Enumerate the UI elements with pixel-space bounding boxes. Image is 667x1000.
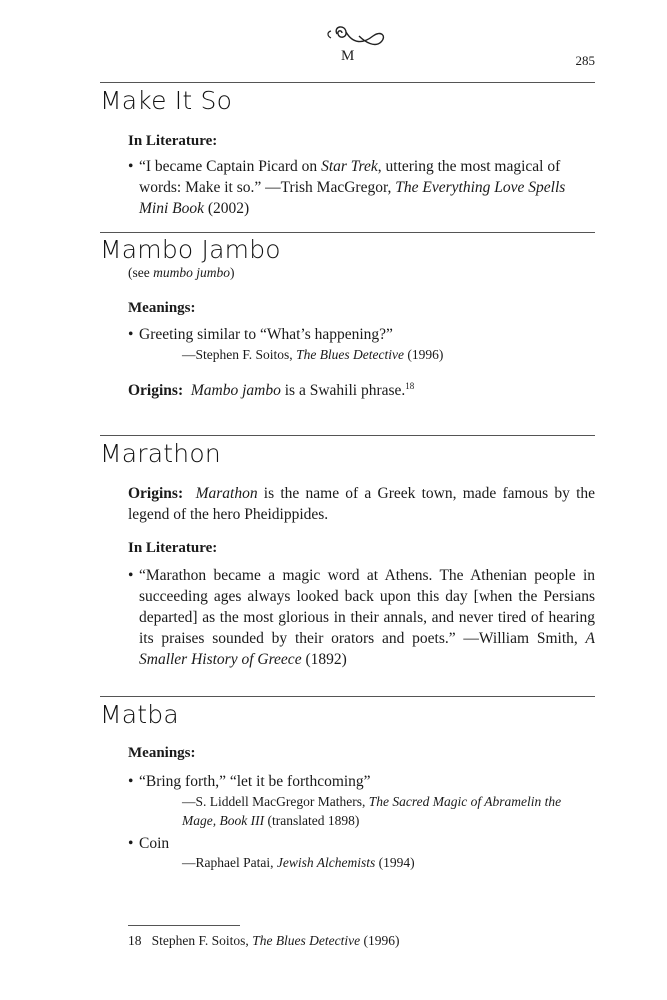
section-divider — [100, 696, 595, 697]
footnote-ref: 18 — [405, 380, 415, 391]
page-number: 285 — [575, 53, 595, 68]
entry-title: Marathon — [100, 439, 221, 468]
section-divider — [100, 435, 595, 436]
citation: —S. Liddell MacGregor Mathers, The Sacred Magic of Abramelin the Mage, Book III (translated 1898) — [182, 794, 562, 828]
list-item — [128, 565, 595, 670]
footnote: 18 Stephen F. Soitos, The Blues Detective (1996) — [128, 933, 400, 948]
bullet-icon: • — [128, 773, 134, 790]
origins-paragraph: Origins: Marathon is the name of a Greek town, made famous by the legend of the hero Pheidippides. — [128, 485, 595, 523]
entry-title: Matba — [100, 700, 179, 729]
see-also: (see mumbo jumbo) — [128, 265, 235, 280]
entry-title: Make It So — [100, 86, 233, 115]
list-item — [128, 324, 595, 345]
literature-quote: “I became Captain Picard on Star Trek, uttering the most magical of words: Make it so.” —Trish MacGregor, The Everything Love Spells Mini Book (2002) — [139, 158, 566, 217]
origins-paragraph: Origins: Mambo jambo is a Swahili phrase.$^{18}$ — [128, 380, 415, 399]
bullet-icon: • — [128, 326, 134, 343]
bullet-icon: • — [128, 158, 134, 175]
list-item — [128, 771, 595, 792]
meaning-text: Greeting similar to “What’s happening?” — [139, 326, 393, 343]
literature-quote: “Marathon became a magic word at Athens. The Athenian people in succeeding ages always looked back upon this day [when the Persians departed] as the most glorious in their annals, and never tired of hearing its praises sounded by their orators and poets.” —William Smith, A Smaller History of Greece (1892) — [139, 567, 595, 668]
section-label: In Literature: — [128, 133, 218, 149]
bullet-icon: • — [128, 567, 134, 584]
section-divider — [100, 82, 595, 83]
section-label: In Literature: — [128, 540, 218, 556]
footnote-divider — [128, 925, 240, 926]
swirl-ornament-icon — [323, 20, 389, 66]
citation: —Raphael Patai, Jewish Alchemists (1994) — [182, 855, 415, 870]
section-label: Meanings: — [128, 300, 196, 316]
section-label: Meanings: — [128, 745, 196, 761]
list-item — [128, 833, 595, 854]
bullet-icon: • — [128, 835, 134, 852]
meaning-text: Coin — [139, 835, 170, 852]
ornament-letter: M — [341, 48, 355, 64]
entry-title: Mambo Jambo — [100, 235, 281, 264]
citation: —Stephen F. Soitos, The Blues Detective (1996) — [182, 347, 444, 362]
list-item — [128, 156, 595, 219]
section-divider — [100, 232, 595, 233]
meaning-text: “Bring forth,” “let it be forthcoming” — [139, 773, 371, 790]
